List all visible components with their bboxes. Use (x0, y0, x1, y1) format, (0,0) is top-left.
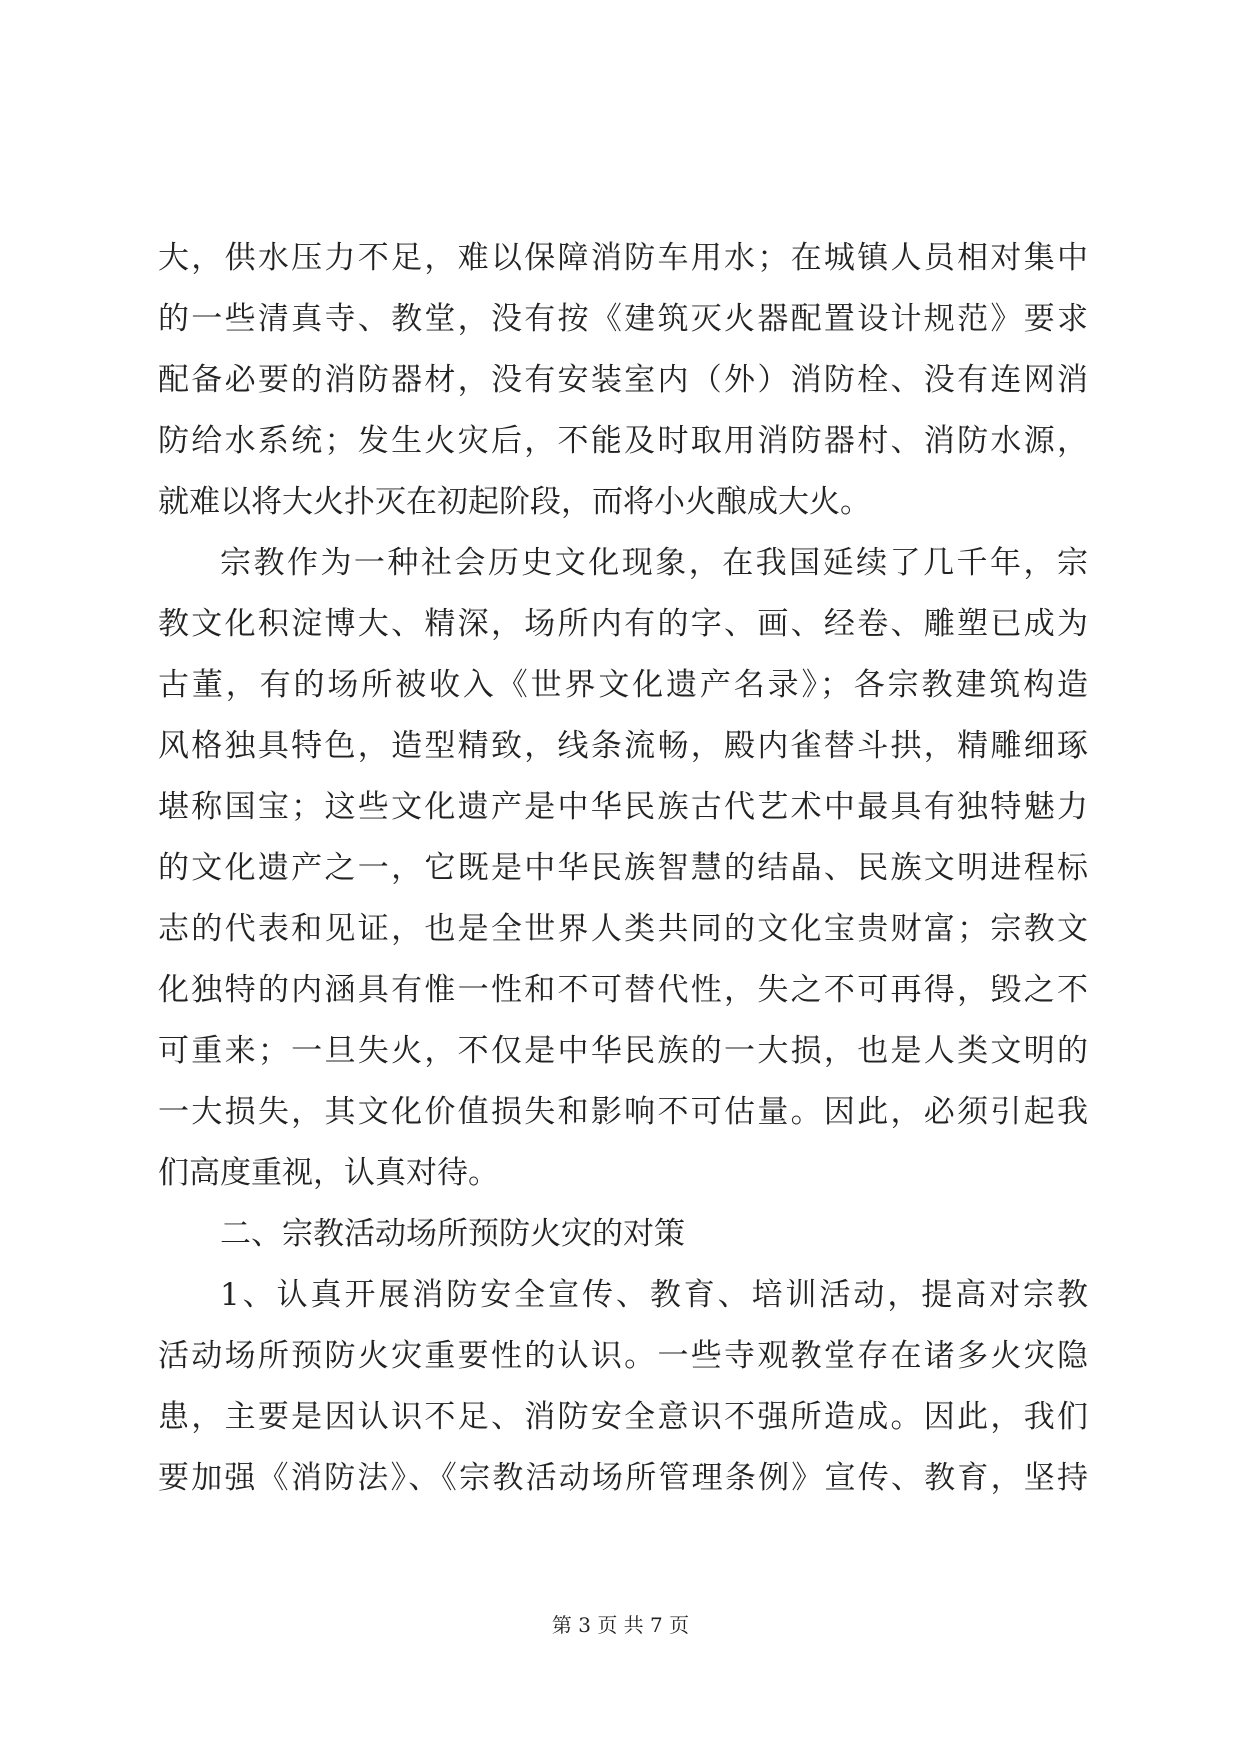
text-line: 的文化遗产之一，它既是中华民族智慧的结晶、民族文明进程标 (158, 850, 1088, 886)
text-line: 古董，有的场所被收入《世界文化遗产名录》；各宗教建筑构造 (158, 667, 1088, 703)
text-line: 宗教作为一种社会历史文化现象，在我国延续了几千年，宗 (220, 545, 1088, 581)
text-line: 就难以将大火扑灭在初起阶段，而将小火酿成大火。 (158, 484, 871, 520)
text-line: 风格独具特色，造型精致，线条流畅，殿内雀替斗拱，精雕细琢 (158, 728, 1088, 764)
page-number: 第 3 页 共 7 页 (551, 1613, 690, 1637)
text-line: 可重来；一旦失火，不仅是中华民族的一大损，也是人类文明的 (158, 1033, 1088, 1069)
text-line: 志的代表和见证，也是全世界人类共同的文化宝贵财富；宗教文 (158, 911, 1088, 947)
text-line: 一大损失，其文化价值损失和影响不可估量。因此，必须引起我 (158, 1094, 1088, 1130)
body-text (158, 228, 1088, 1509)
text-line: 活动场所预防火灾重要性的认识。一些寺观教堂存在诸多火灾隐 (158, 1338, 1088, 1374)
text-line: 教文化积淀博大、精深，场所内有的字、画、经卷、雕塑已成为 (158, 606, 1088, 642)
text-line: 的一些清真寺、教堂，没有按《建筑灭火器配置设计规范》要求 (158, 301, 1088, 337)
text-line: 配备必要的消防器材，没有安装室内（外）消防栓、没有连网消 (158, 362, 1088, 398)
text-line: 们高度重视，认真对待。 (158, 1155, 499, 1191)
text-line: 1、认真开展消防安全宣传、教育、培训活动，提高对宗教 (220, 1277, 1088, 1313)
text-line: 堪称国宝；这些文化遗产是中华民族古代艺术中最具有独特魅力 (158, 789, 1088, 825)
text-line: 要加强《消防法》、《宗教活动场所管理条例》宣传、教育，坚持 (158, 1460, 1088, 1496)
text-line: 防给水系统；发生火灾后，不能及时取用消防器村、消防水源， (158, 423, 1088, 459)
text-line: 化独特的内涵具有惟一性和不可替代性，失之不可再得，毁之不 (158, 972, 1088, 1008)
text-line: 患，主要是因认识不足、消防安全意识不强所造成。因此，我们 (158, 1399, 1088, 1435)
section-heading: 二、宗教活动场所预防火灾的对策 (220, 1216, 685, 1252)
text-line: 大，供水压力不足，难以保障消防车用水；在城镇人员相对集中 (158, 240, 1088, 276)
